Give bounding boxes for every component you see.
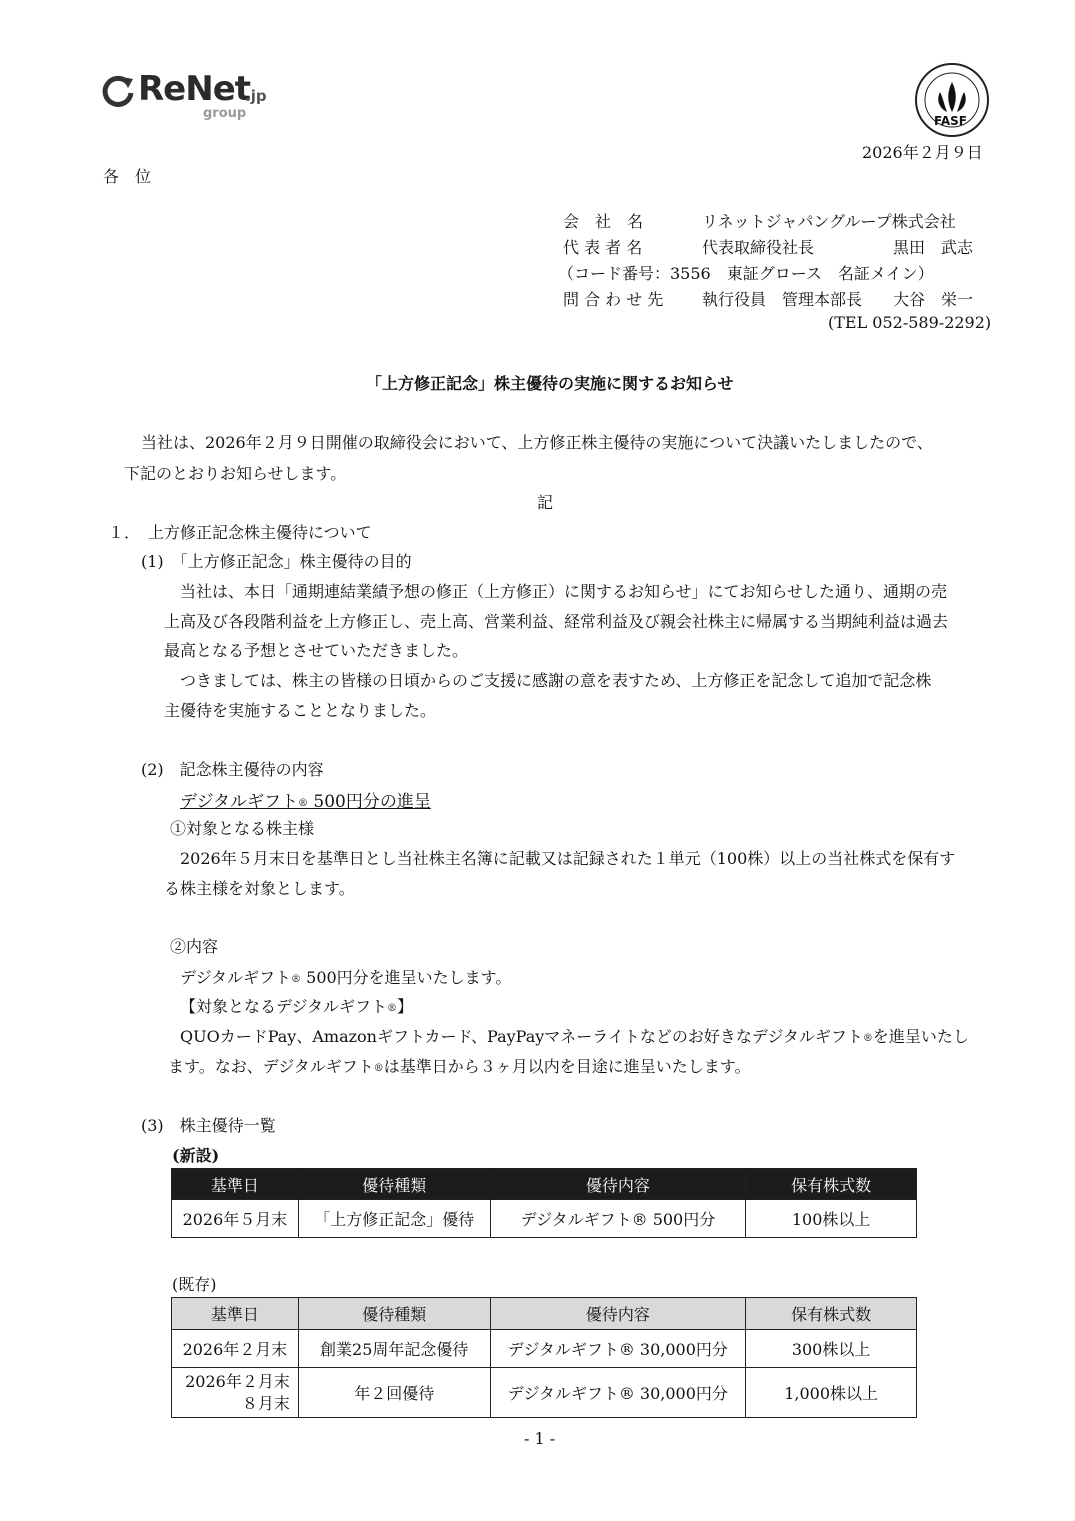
intro-line-2: 下記のとおりお知らせします。 [124,464,347,483]
seal-label: FASF [934,114,967,128]
content-heading: ②内容 [170,937,219,956]
existing-table-label: (既存) [172,1275,217,1294]
contact-tel: (TEL 052-589-2292) [828,313,992,332]
column-header: 保有株式数 [746,1169,917,1200]
column-header: 優待種類 [298,1169,490,1200]
sub-1-p1-line-2: 上高及び各段階利益を上方修正し、売上高、営業利益、経常利益及び親会社株主に帰属する当期純利益は過去 [164,612,949,631]
content-line-1 [180,965,511,988]
refresh-arrow-icon [100,73,136,109]
table-row [172,1200,917,1238]
contact-label: 問 合 わ せ 先 [563,290,664,309]
gift-title-name: デジタルギフト [180,792,298,812]
registered-mark: ® [291,974,302,985]
content-gift-amount: 500円分を進呈いたします。 [301,968,512,987]
column-header: 優待内容 [490,1298,746,1330]
representative-title: 代表取締役社長 [702,238,815,257]
table-cell: デジタルギフト® 30,000円分 [490,1330,746,1368]
table-cell: 「上方修正記念」優待 [298,1200,490,1238]
registered-mark: ® [387,1003,398,1014]
company-name-value: リネットジャパングループ株式会社 [702,212,956,231]
document-title: 「上方修正記念」株主優待の実施に関するお知らせ [366,374,734,393]
column-header: 保有株式数 [746,1298,917,1330]
table-cell: デジタルギフト® 500円分 [490,1200,746,1238]
registered-mark: ® [373,1063,384,1074]
sub-2-heading: (2) 記念株主優待の内容 [141,760,324,779]
eligible-gifts-heading [180,994,413,1017]
representative-label: 代 表 者 名 [563,238,643,257]
table-row [172,1368,917,1418]
column-header: 優待種類 [298,1298,490,1330]
table-header-row [172,1169,917,1200]
new-table-label: (新設) [172,1146,220,1165]
target-line-2: る株主様を対象とします。 [164,879,355,898]
document-date: 2026年２月９日 [862,143,983,162]
eligible-gifts-close: 】 [397,997,414,1016]
logo-wordmark: ReNet [138,69,251,109]
intro-line-1: 当社は、2026年２月９日開催の取締役会において、上方修正株主優待の実施について決議いたしましたので、 [141,433,933,452]
column-header: 基準日 [172,1169,299,1200]
sub-1-p1-line-3: 最高となる予想とさせていただきました。 [164,641,469,660]
existing-benefits-table [171,1297,917,1418]
detail-text-a: QUOカードPay、Amazonギフトカード、PayPayマネーライトなどのお好きなデジタルギフト [180,1027,863,1046]
detail-text-d: は基準日から３ヶ月以内を目途に進呈いたします。 [383,1057,751,1076]
date-line-1: 2026年２月末 [185,1371,290,1391]
column-header: 優待内容 [490,1169,746,1200]
fasf-seal [914,62,990,138]
table-cell [172,1368,299,1418]
column-header: 基準日 [172,1298,299,1330]
sub-3-heading: (3) 株主優待一覧 [141,1116,276,1135]
gift-title [180,787,431,812]
gift-title-amount: 500円分の進呈 [307,792,431,812]
company-logo [100,68,280,124]
target-line-1: 2026年５月末日を基準日とし当社株主名簿に記載又は記録された１単元（100株）以上の当社株式を保有す [180,849,956,868]
table-cell: 2026年２月末 [172,1330,299,1368]
detail-line-1 [180,1024,969,1047]
detail-text-b: を進呈いたし [872,1027,969,1046]
table-row [172,1330,917,1368]
eligible-gifts-label: 【対象となるデジタルギフト [180,997,388,1016]
table-cell: 300株以上 [746,1330,917,1368]
section-1-heading: １． 上方修正記念株主優待について [108,523,372,542]
page-number: - 1 - [524,1429,556,1448]
logo-group-label: group [203,106,247,121]
table-cell: 創業25周年記念優待 [298,1330,490,1368]
sub-1-p2-line-1: つきましては、株主の皆様の日頃からのご支援に感謝の意を表すため、上方修正を記念して追加で記念株 [180,671,932,690]
table-header-row [172,1298,917,1330]
content-gift-name: デジタルギフト [180,968,292,987]
target-heading: ①対象となる株主様 [170,819,315,838]
table-cell: デジタルギフト® 30,000円分 [490,1368,746,1418]
table-cell: 年２回優待 [298,1368,490,1418]
sub-1-heading: (1) 「上方修正記念」株主優待の目的 [141,552,412,571]
addressee: 各 位 [103,167,152,186]
sub-1-p2-line-2: 主優待を実施することとなりました。 [164,701,437,720]
table-cell: 100株以上 [746,1200,917,1238]
detail-line-2 [168,1054,751,1077]
registered-mark: ® [862,1033,873,1044]
contact-title: 執行役員 管理本部長 [702,290,863,309]
sub-1-p1-line-1: 当社は、本日「通期連結業績予想の修正（上方修正）に関するお知らせ」にてお知らせした通り、通期の売 [180,582,948,601]
date-line-2: ８月末 [241,1393,290,1413]
contact-name: 大谷 栄一 [893,290,974,309]
table-cell: 2026年５月末 [172,1200,299,1238]
representative-name: 黒田 武志 [893,238,974,257]
new-benefits-table [171,1168,917,1238]
detail-text-c: ます。なお、デジタルギフト [168,1057,374,1076]
stock-code-line: （コード番号：3556 東証グロース 名証メイン） [558,264,934,283]
company-name-label: 会 社 名 [563,212,644,231]
table-cell: 1,000株以上 [746,1368,917,1418]
logo-suffix: .jp [245,87,267,105]
ki-marker: 記 [537,493,554,512]
registered-mark: ® [297,798,308,809]
